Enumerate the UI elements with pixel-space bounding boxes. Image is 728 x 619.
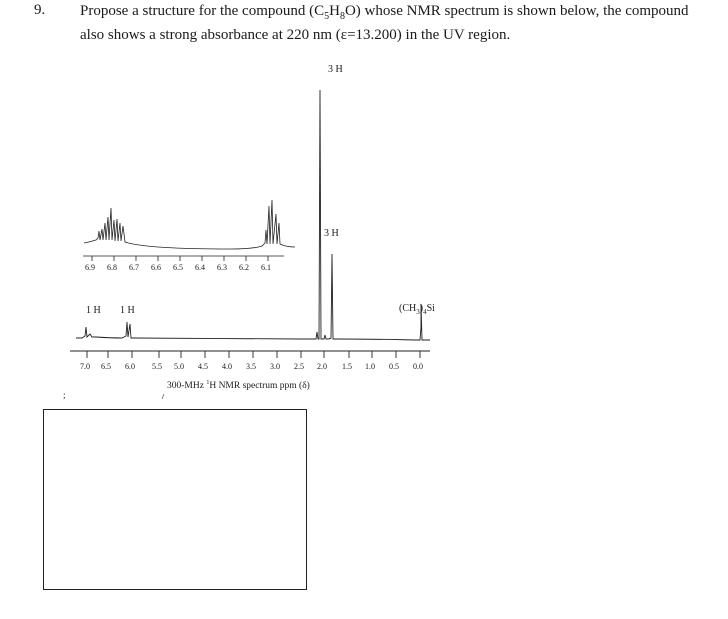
axis-title-part: H NMR spectrum ppm (δ) (209, 381, 310, 392)
main-tick-label: 7.0 (80, 362, 90, 371)
main-axis (70, 351, 430, 358)
question-text-part: O) whose NMR spectrum is shown below, the compound also shows a strong absorbance at 220 nm (ε=13.200) in the UV region. (80, 3, 689, 43)
inset-tick-label: 6.8 (107, 263, 117, 272)
tms-label-part: Si (426, 303, 435, 314)
tms-sub: 3 (416, 308, 420, 316)
tms-label-part: (CH (399, 303, 417, 314)
main-spectrum-trace (76, 90, 430, 340)
integration-label-1h-a: 1 H (86, 305, 101, 316)
integration-label-1h-b: 1 H (120, 305, 135, 316)
axis-title (167, 380, 310, 391)
main-tick-label: 6.0 (125, 362, 135, 371)
question-number: 9. (34, 2, 46, 18)
axis-title-part: 300-MHz (167, 381, 207, 392)
question-text-part: Propose a structure for the compound (C (80, 3, 325, 19)
answer-box[interactable] (43, 409, 307, 590)
main-tick-label: 2.5 (294, 362, 304, 371)
main-tick-label: 3.0 (270, 362, 280, 371)
hydrogen-count: 8 (339, 11, 345, 22)
integration-label-3h-mid: 3 H (324, 228, 339, 239)
inset-tick-label: 6.2 (239, 263, 249, 272)
inset-tick-label: 6.6 (151, 263, 161, 272)
main-tick-label: 5.0 (174, 362, 184, 371)
stray-stroke (162, 394, 164, 399)
main-tick-label: 1.5 (342, 362, 352, 371)
main-tick-label: 4.0 (222, 362, 232, 371)
inset-tick-label: 6.5 (173, 263, 183, 272)
main-tick-label: 5.5 (152, 362, 162, 371)
main-tick-label: 4.5 (198, 362, 208, 371)
main-tick-label: 2.0 (317, 362, 327, 371)
axis-title-sup: 1 (206, 380, 210, 386)
stray-mark: ; (63, 390, 66, 400)
integration-label-3h-top: 3 H (328, 64, 343, 75)
main-tick-label: 0.0 (413, 362, 423, 371)
main-tick-label: 1.0 (365, 362, 375, 371)
main-tick-label: 6.5 (101, 362, 111, 371)
inset-tick-label: 6.7 (129, 263, 139, 272)
question-text-part: H (329, 3, 340, 19)
carbon-count: 5 (324, 11, 330, 22)
inset-axis (83, 256, 284, 261)
main-tick-label: 3.5 (246, 362, 256, 371)
tms-label-part: ) (419, 303, 424, 314)
inset-tick-label: 6.9 (85, 263, 95, 272)
main-tick-label: 0.5 (389, 362, 399, 371)
inset-tick-label: 6.4 (195, 263, 205, 272)
tms-reference-label (399, 303, 435, 316)
tms-sub: 4 (423, 308, 427, 316)
inset-tick-label: 6.1 (261, 263, 271, 272)
inset-tick-label: 6.3 (217, 263, 227, 272)
inset-spectrum-trace (84, 200, 295, 249)
